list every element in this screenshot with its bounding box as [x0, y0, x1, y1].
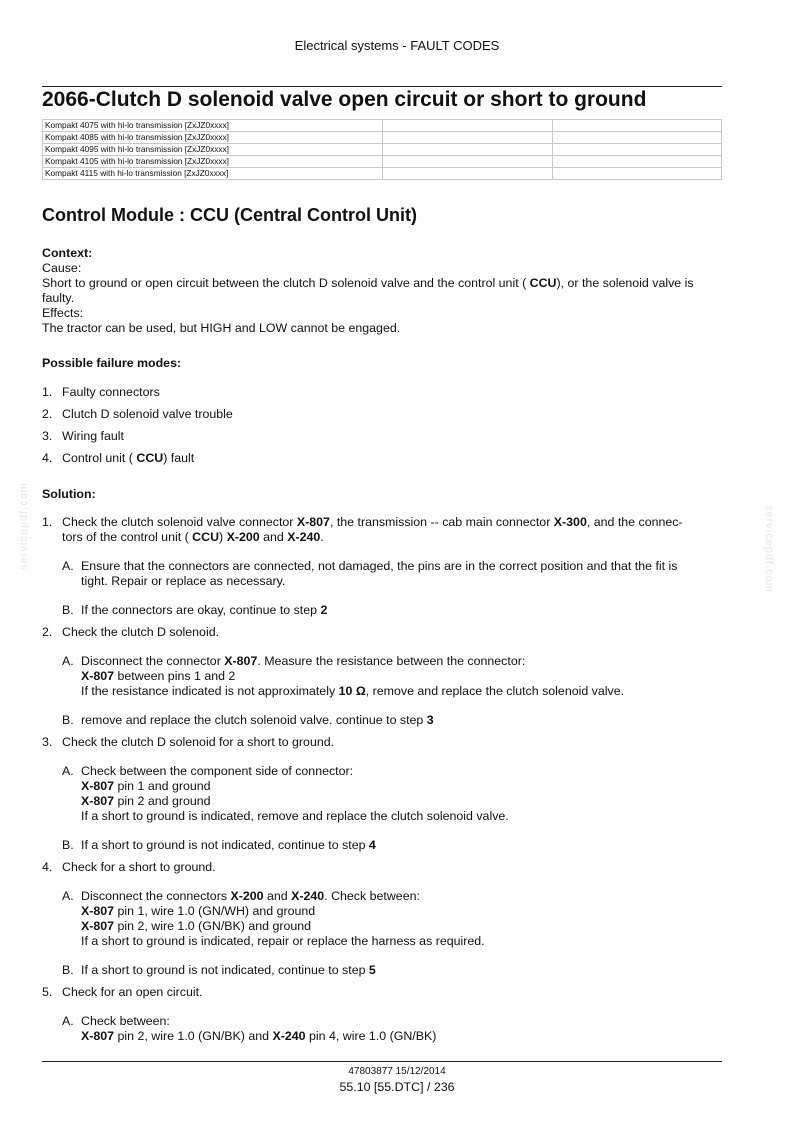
footer-rule: [42, 1061, 722, 1062]
step-text: [62, 515, 683, 530]
text-part: .: [320, 530, 324, 544]
list-item-part: Control unit (: [62, 451, 137, 465]
text-part: If the resistance indicated is not approximately: [81, 684, 339, 698]
substep-text-cont: [81, 669, 235, 684]
text-part: pin 4, wire 1.0 (GN/BK): [305, 1029, 437, 1043]
table-row: [43, 132, 722, 144]
table-cell-empty: [552, 132, 722, 144]
table-cell-empty: [552, 168, 722, 180]
substep-text-cont: [81, 684, 624, 699]
text-part: and: [263, 889, 292, 903]
text-part: , the transmission -- cab main connector: [329, 515, 554, 529]
text-part: , remove and replace the clutch solenoid valve.: [365, 684, 625, 698]
failure-modes-heading: Possible failure modes:: [42, 356, 182, 370]
table-cell: Kompakt 4085 with hi-lo transmission [ZxJZ0xxxx]: [43, 132, 383, 144]
substep-text-cont: [81, 904, 315, 919]
substep-text: Check between:: [81, 1014, 170, 1028]
text-part: If the connectors are okay, continue to step: [81, 603, 321, 617]
list-item: Clutch D solenoid valve trouble: [62, 407, 233, 421]
step-number: 2.: [42, 625, 53, 639]
substep-letter: A.: [62, 559, 74, 573]
step-number: 1.: [42, 515, 53, 529]
page-title: 2066-Clutch D solenoid valve open circuit or short to ground: [42, 88, 647, 111]
ccu-ref: CCU: [192, 530, 220, 544]
text-part: pin 2, wire 1.0 (GN/BK) and: [114, 1029, 273, 1043]
step-ref: 2: [320, 603, 328, 617]
list-number: 3.: [42, 429, 53, 443]
substep-text-cont: [81, 1029, 436, 1044]
resistance-value: 10 Ω: [338, 684, 366, 698]
step-text: Check the clutch D solenoid.: [62, 625, 220, 639]
step-text: Check for an open circuit.: [62, 985, 203, 999]
substep-letter: A.: [62, 1014, 74, 1028]
table-row: [43, 168, 722, 180]
connector-ref: X-807: [81, 669, 115, 683]
text-part: Check the clutch solenoid valve connector: [62, 515, 297, 529]
watermark-left: servicepdf.com: [18, 482, 30, 570]
cause-text: [42, 276, 727, 306]
text-part: pin 2, wire 1.0 (GN/BK) and ground: [114, 919, 312, 933]
table-cell-empty: [552, 120, 722, 132]
table-cell: Kompakt 4115 with hi-lo transmission [ZxJZ0xxxx]: [43, 168, 383, 180]
text-part: remove and replace the clutch solenoid valve. continue to step: [81, 713, 427, 727]
table-cell: Kompakt 4075 with hi-lo transmission [ZxJZ0xxxx]: [43, 120, 383, 132]
list-item: Faulty connectors: [62, 385, 160, 399]
connector-ref: X-807: [81, 919, 115, 933]
substep-letter: B.: [62, 603, 74, 617]
substep-text: Ensure that the connectors are connected, not damaged, the pins are in the correct position and that the fit is: [81, 559, 678, 573]
substep-text-cont: tight. Repair or replace as necessary.: [81, 574, 286, 588]
cause-label: Cause:: [42, 261, 82, 275]
table-cell-empty: [552, 156, 722, 168]
substep-text-cont: [81, 794, 211, 809]
list-item-bold: CCU: [136, 451, 164, 465]
table-cell: Kompakt 4105 with hi-lo transmission [ZxJZ0xxxx]: [43, 156, 383, 168]
substep-text-cont: [81, 779, 211, 794]
substep-text: [81, 963, 376, 978]
connector-ref: X-240: [287, 530, 321, 544]
substep-letter: B.: [62, 713, 74, 727]
table-cell: Kompakt 4095 with hi-lo transmission [ZxJZ0xxxx]: [43, 144, 383, 156]
step-text: Check for a short to ground.: [62, 860, 216, 874]
solution-heading: Solution:: [42, 487, 96, 501]
table-cell-empty: [383, 132, 553, 144]
table-cell-empty: [383, 168, 553, 180]
cause-text-part: Short to ground or open circuit between the clutch D solenoid valve and the control unit (: [42, 276, 530, 290]
text-part: Disconnect the connector: [81, 654, 225, 668]
connector-ref: X-807: [81, 1029, 115, 1043]
substep-text: [81, 713, 434, 728]
cause-text-part: ), or the solenoid valve is faulty.: [42, 276, 694, 305]
substep-text: Check between the component side of connector:: [81, 764, 354, 778]
context-heading: Context:: [42, 246, 93, 260]
text-part: . Check between:: [324, 889, 420, 903]
table-cell-empty: [383, 156, 553, 168]
effects-text: The tractor can be used, but HIGH and LOW cannot be engaged.: [42, 321, 401, 335]
model-table: [42, 119, 722, 180]
effects-label: Effects:: [42, 306, 84, 320]
table-row: [43, 120, 722, 132]
list-item-part: ) fault: [163, 451, 195, 465]
substep-text: [81, 654, 525, 669]
text-part: pin 1 and ground: [114, 779, 211, 793]
substep-text-cont: If a short to ground is indicated, repair or replace the harness as required.: [81, 934, 485, 948]
step-text: Check the clutch D solenoid for a short to ground.: [62, 735, 335, 749]
text-part: Disconnect the connectors: [81, 889, 231, 903]
text-part: If a short to ground is not indicated, continue to step: [81, 838, 369, 852]
connector-ref: X-240: [272, 1029, 306, 1043]
substep-text-cont: [81, 919, 311, 934]
step-ref: 3: [426, 713, 434, 727]
substep-text: [81, 889, 420, 904]
context-section: [42, 246, 727, 336]
control-module-heading: Control Module : CCU (Central Control Unit): [42, 205, 417, 225]
substep-letter: A.: [62, 889, 74, 903]
step-ref: 5: [368, 963, 376, 977]
cause-text-bold: CCU: [529, 276, 557, 290]
text-part: between pins 1 and 2: [114, 669, 236, 683]
list-number: 4.: [42, 451, 53, 465]
step-number: 3.: [42, 735, 53, 749]
connector-ref: X-807: [81, 904, 115, 918]
text-part: , and the connec-: [586, 515, 683, 529]
text-part: and: [259, 530, 288, 544]
table-cell-empty: [552, 144, 722, 156]
substep-letter: B.: [62, 963, 74, 977]
table-cell-empty: [383, 144, 553, 156]
running-header: Electrical systems - FAULT CODES: [294, 38, 500, 53]
substep-text-cont: If a short to ground is indicated, remove and replace the clutch solenoid valve.: [81, 809, 509, 823]
text-part: tors of the control unit (: [62, 530, 193, 544]
document-id: 47803877 15/12/2014: [348, 1066, 446, 1077]
text-part: . Measure the resistance between the connector:: [257, 654, 526, 668]
substep-text: [81, 838, 376, 853]
step-text-cont: [62, 530, 324, 545]
connector-ref: X-300: [553, 515, 587, 529]
substep-letter: B.: [62, 838, 74, 852]
watermark-right: servicepdf.com: [763, 505, 775, 593]
text-part: pin 1, wire 1.0 (GN/WH) and ground: [114, 904, 316, 918]
step-ref: 4: [368, 838, 376, 852]
connector-ref: X-807: [296, 515, 330, 529]
step-number: 5.: [42, 985, 53, 999]
substep-text: [81, 603, 327, 618]
substep-letter: A.: [62, 654, 74, 668]
title-rule: [42, 86, 722, 87]
connector-ref: X-200: [230, 889, 264, 903]
step-number: 4.: [42, 860, 53, 874]
connector-ref: X-807: [224, 654, 258, 668]
text-part: pin 2 and ground: [114, 794, 211, 808]
table-row: [43, 144, 722, 156]
text-part: ): [219, 530, 227, 544]
table-cell-empty: [383, 120, 553, 132]
connector-ref: X-807: [81, 794, 115, 808]
list-number: 2.: [42, 407, 53, 421]
substep-letter: A.: [62, 764, 74, 778]
page-number: 55.10 [55.DTC] / 236: [339, 1080, 455, 1094]
list-item: Wiring fault: [62, 429, 124, 443]
connector-ref: X-240: [291, 889, 325, 903]
connector-ref: X-807: [81, 779, 115, 793]
table-row: [43, 156, 722, 168]
text-part: If a short to ground is not indicated, continue to step: [81, 963, 369, 977]
connector-ref: X-200: [226, 530, 260, 544]
list-number: 1.: [42, 385, 53, 399]
list-item: [62, 451, 194, 466]
